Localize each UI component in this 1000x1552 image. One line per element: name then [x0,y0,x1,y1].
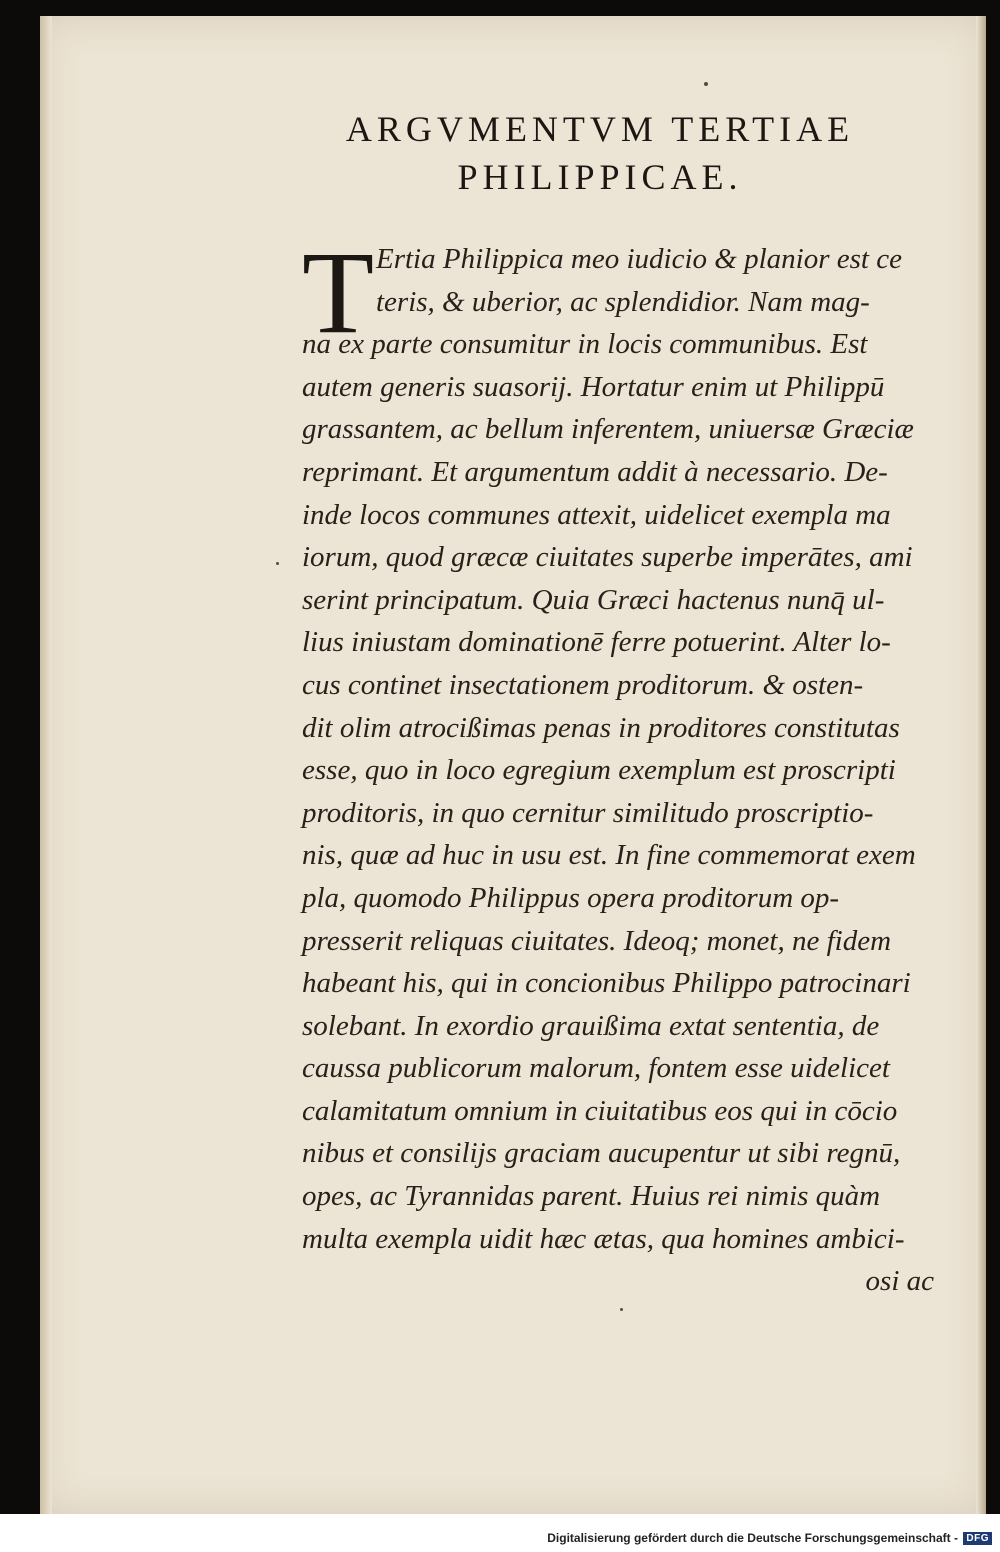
text-line: caussa publicorum malorum, fontem esse uidelicet [302,1052,890,1085]
text-line: cus continet insectationem proditorum. & osten- [302,668,864,701]
text-line: opes, ac Tyrannidas parent. Huius rei nimis quàm [302,1180,881,1213]
text-line: inde locos communes attexit, uidelicet exempla ma [302,498,891,531]
text-line: lius iniustam dominationē ferre potuerint. Alter lo- [302,626,891,659]
text-line: teris, & uberior, ac splendidior. Nam mag- [376,285,870,318]
text-line: reprimant. Et argumentum addit à necessario. De- [302,455,888,488]
text-line: nibus et consilijs graciam aucupentur ut sibi regnū, [302,1137,901,1170]
text-line: Ertia Philippica meo iudicio & planior est ce [376,243,902,275]
ink-speck [704,82,708,86]
text-line: habeant his, qui in concionibus Philippo patrocinari [302,967,911,1000]
ink-speck [620,1308,623,1311]
text-line: calamitatum omnium in ciuitatibus eos qui in cōcio [302,1094,898,1127]
body-text [302,238,934,1303]
footer-bar [0,1514,1000,1552]
text-line: nis, quæ ad huc in usu est. In fine commemorat exem [302,839,916,872]
page-edge-left [40,16,52,1514]
text-line: autem generis suasorij. Hortatur enim ut Philippū [302,370,885,403]
text-line: dit olim atrocißimas penas in proditores constitutas [302,711,900,744]
page-edge-right [976,16,986,1514]
text-line: grassantem, ac bellum inferentem, uniuersæ Græciæ [302,413,914,446]
text-line: serint principatum. Quia Græci hactenus nunq̄ ul- [302,583,885,616]
scanned-page [40,16,986,1514]
text-line: pla, quomodo Philippus opera proditorum op- [302,881,840,914]
text-line: esse, quo in loco egregium exemplum est proscripti [302,754,896,787]
catchword-line: osi ac [865,1265,934,1298]
ink-speck [276,562,279,565]
text-line: proditoris, in quo cernitur similitudo proscriptio- [302,796,874,829]
drop-cap: T [302,227,375,358]
text-line: multa exempla uidit hæc ætas, qua homines ambici- [302,1222,905,1255]
text-line: iorum, quod græcæ ciuitates superbe imperātes, ami [302,541,913,574]
text-line: na ex parte consumitur in locis communibus. Est [302,328,868,361]
heading-line-1: ARGVMENTVM TERTIAE [345,109,855,149]
text-line: presserit reliquas ciuitates. Ideoq; monet, ne fidem [302,924,892,957]
heading-line-2: PHILIPPICAE. [457,157,743,197]
dfg-logo: DFG [963,1532,992,1545]
text-line: solebant. In exordio grauißima extat sententia, de [302,1009,880,1042]
digitization-credit: Digitalisierung gefördert durch die Deutsche Forschungsgemeinschaft - [547,1531,958,1545]
